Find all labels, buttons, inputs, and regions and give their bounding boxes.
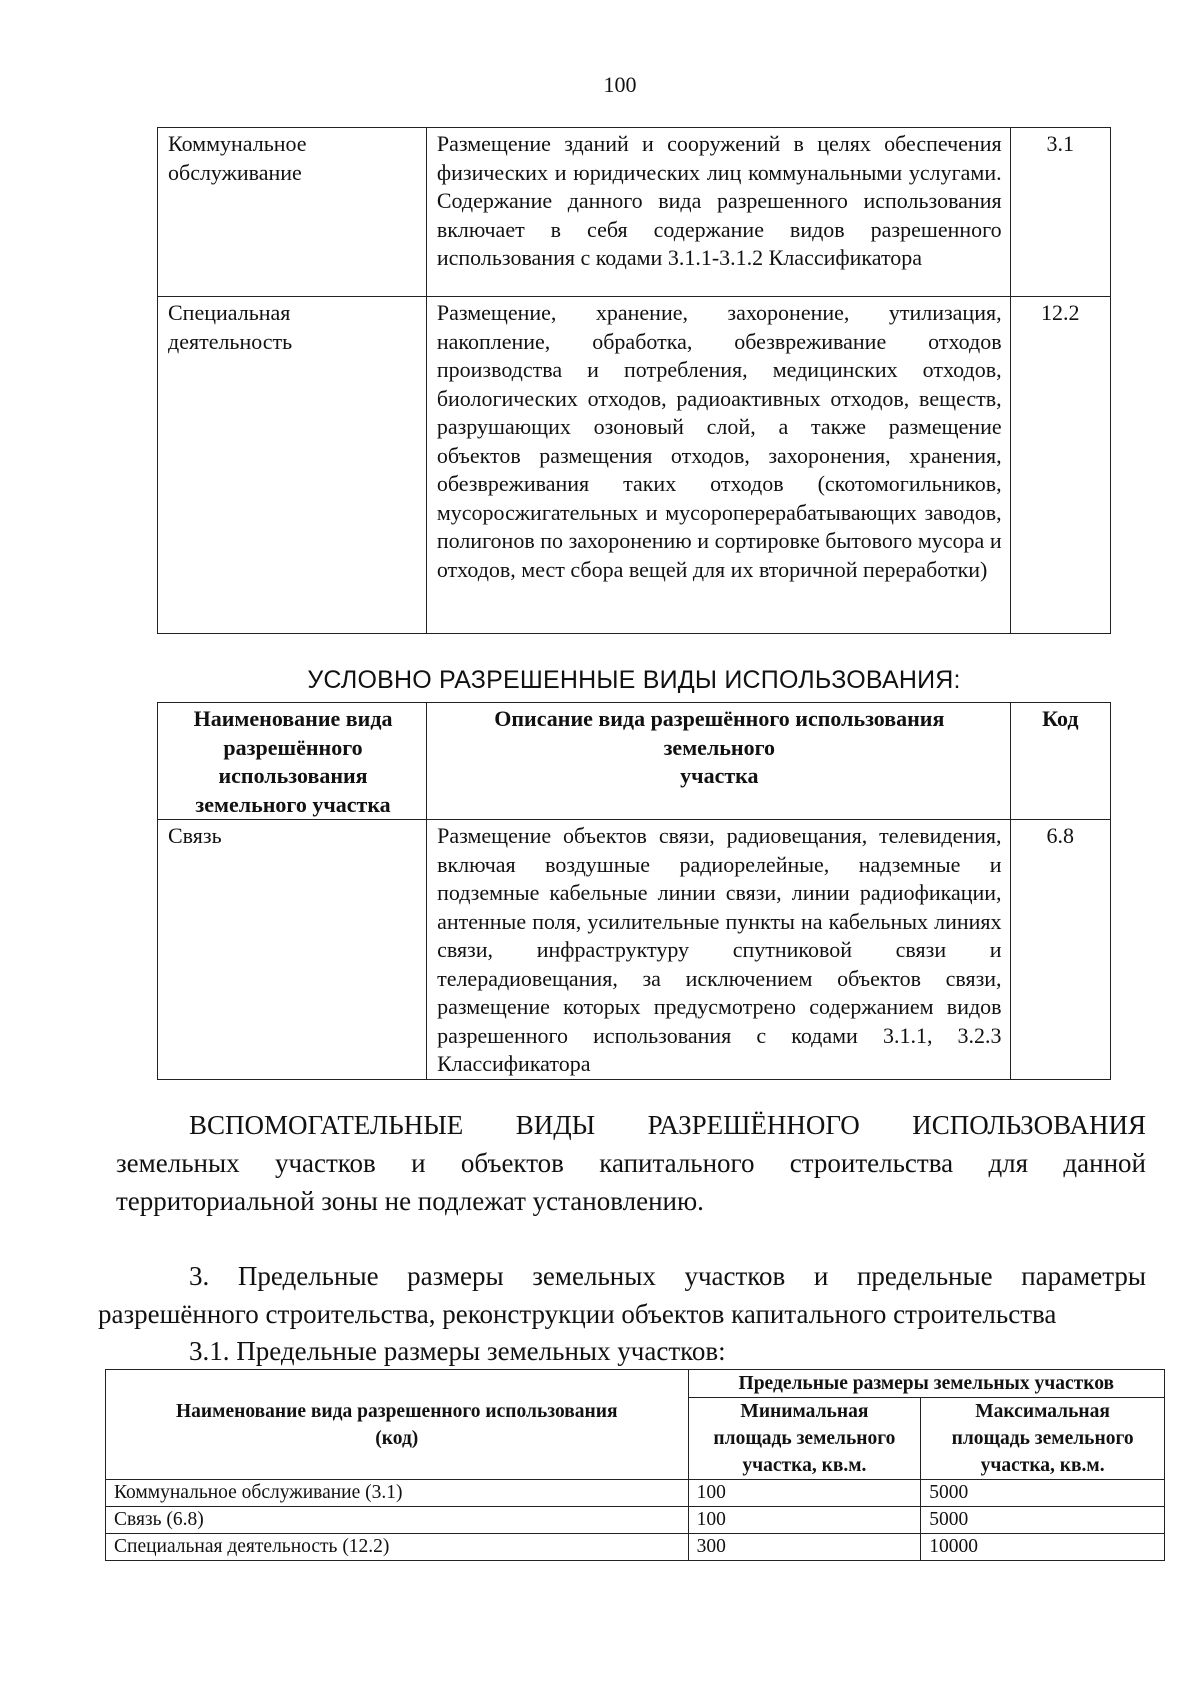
size-min: 100 (688, 1480, 921, 1507)
use-code-cell: 12.2 (1010, 297, 1110, 634)
table-row (158, 297, 1111, 634)
permitted-uses-table (157, 127, 1111, 634)
table-row (158, 128, 1111, 297)
table-header-row (106, 1370, 1165, 1398)
use-code-cell: 6.8 (1010, 820, 1110, 1080)
header-size-group: Предельные размеры земельных участков (688, 1370, 1164, 1398)
paragraph-line: земельных участков и объектов капитального строительства для данной (116, 1148, 1146, 1178)
header-max-area (921, 1398, 1165, 1480)
size-use-name: Коммунальное обслуживание (3.1) (106, 1480, 689, 1507)
use-name-line: Специальная (168, 300, 291, 325)
use-description-cell: Размещение, хранение, захоронение, утилизация, накопление, обработка, обезвреживание отходов производства и потребления, медицинских отходов, биологических отходов, радиоактивных отходов, веществ, разрушающих озоновый слой, а также размещение объектов размещения отходов, захоронения, хранения, обезвреживания таких отходов (скотомогильников, мусоросжигательных и мусороперерабатывающих заводов, полигонов по захоронению и сортировке бытового мусора и отходов, мест сбора вещей для их вторичной переработки) (426, 297, 1010, 634)
use-description-cell: Размещение объектов связи, радиовещания, телевидения, включая воздушные радиорелейные, надземные и подземные кабельные линии связи, линии радиофикации, антенные поля, усилительные пункты на кабельных линиях связи, инфраструктуру спутниковой связи и телерадиовещания, за исключением объектов связи, размещение которых предусмотрено содержанием видов разрешенного использования с кодами 3.1.1, 3.2.3 Классификатора (427, 820, 1010, 1080)
use-code-cell: 3.1 (1010, 128, 1110, 297)
table-row (106, 1507, 1165, 1534)
conditional-uses-table (157, 702, 1111, 1080)
use-name-line: деятельность (168, 328, 293, 354)
size-max: 10000 (921, 1534, 1165, 1561)
plot-sizes-table (105, 1369, 1165, 1561)
header-line: площадь земельного (951, 1428, 1134, 1449)
header-line: участка (680, 763, 759, 788)
size-min: 100 (688, 1507, 921, 1534)
use-name-line: Коммунальное (168, 131, 307, 156)
header-description (427, 703, 1010, 820)
header-line: земельного участка (195, 791, 391, 817)
paragraph-line: 3. Предельные размеры земельных участков и предельные параметры (189, 1261, 1146, 1291)
paragraph-line: территориальной зоны не подлежат установлению. (116, 1186, 704, 1216)
table-header-row (158, 703, 1111, 820)
size-use-name: Связь (6.8) (106, 1507, 689, 1534)
header-line: земельного (663, 734, 776, 760)
header-line: Максимальная (975, 1401, 1110, 1422)
table-row (158, 820, 1111, 1080)
table-row (106, 1534, 1165, 1561)
header-min-area (688, 1398, 921, 1480)
header-line: площадь земельного (713, 1428, 896, 1449)
use-description-cell: Размещение зданий и сооружений в целях обеспечения физических и юридических лиц коммунальными услугами. Содержание данного вида разрешенного использования включает в себя содержание видов разрешенного использования с кодами 3.1.1-3.1.2 Классификатора (426, 128, 1010, 297)
header-use-name (106, 1370, 689, 1480)
use-name-cell: Связь (158, 820, 427, 1080)
header-line: участка, кв.м. (742, 1455, 867, 1476)
use-name-cell (158, 297, 427, 634)
header-line: Наименование вида (193, 706, 393, 731)
header-line: Наименование вида разрешенного использования (176, 1400, 618, 1422)
paragraph-line: ВСПОМОГАТЕЛЬНЫЕ ВИДЫ РАЗРЕШЁННОГО ИСПОЛЬЗОВАНИЯ (189, 1110, 1146, 1140)
size-min: 300 (688, 1534, 921, 1561)
header-use-name (158, 703, 427, 820)
section-3-heading (98, 1257, 1146, 1333)
section-3-1-heading: 3.1. Предельные размеры земельных участков: (189, 1336, 726, 1366)
header-code: Код (1010, 703, 1110, 820)
table-row (106, 1480, 1165, 1507)
header-line: Минимальная (740, 1401, 869, 1422)
header-line: участка, кв.м. (980, 1455, 1105, 1476)
size-max: 5000 (921, 1507, 1165, 1534)
size-use-name: Специальная деятельность (12.2) (106, 1534, 689, 1561)
size-max: 5000 (921, 1480, 1165, 1507)
header-line: использования (218, 763, 368, 788)
auxiliary-uses-paragraph (116, 1106, 1146, 1220)
paragraph-line: разрешённого строительства, реконструкции объектов капитального строительства (98, 1299, 1057, 1329)
use-name-cell (158, 128, 427, 297)
header-line: Описание вида разрешённого использования (494, 706, 945, 731)
conditional-uses-title: УСЛОВНО РАЗРЕШЕННЫЕ ВИДЫ ИСПОЛЬЗОВАНИЯ: (307, 666, 961, 694)
use-name-line: обслуживание (168, 159, 302, 185)
page-number: 100 (603, 72, 637, 97)
header-line: (код) (375, 1427, 419, 1449)
header-line: разрешённого (223, 734, 363, 760)
